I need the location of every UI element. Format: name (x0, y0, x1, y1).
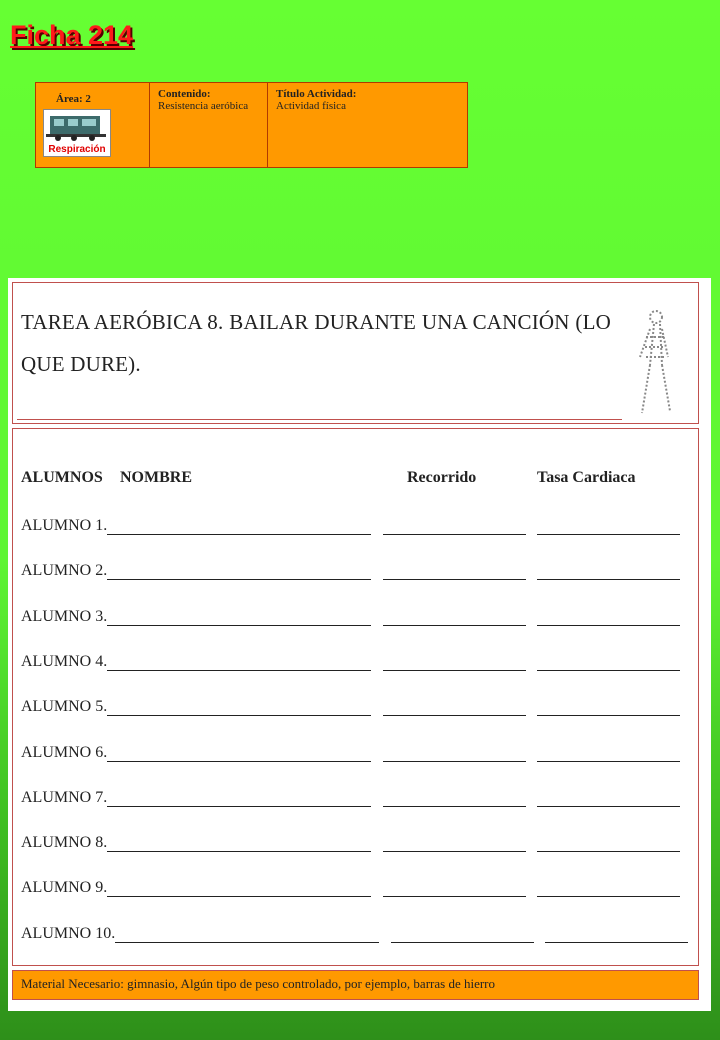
titulo-label: Título Actividad: (276, 88, 357, 100)
student-row (21, 830, 691, 854)
tasa-cardiaca-blank[interactable] (537, 715, 680, 716)
recorrido-blank[interactable] (383, 851, 526, 852)
name-blank[interactable] (107, 896, 371, 897)
area-label: Área: 2 (56, 93, 91, 105)
student-row (21, 513, 691, 537)
worksheet (8, 278, 711, 1011)
tasa-cardiaca-blank[interactable] (545, 942, 688, 943)
material-footer: Material Necesario: gimnasio, Algún tipo de peso controlado, por ejemplo, barras de hierro (12, 970, 699, 1000)
area-badge-label: Respiración (48, 144, 106, 155)
tasa-cardiaca-blank[interactable] (537, 806, 680, 807)
student-label: ALUMNO 8. (21, 834, 108, 852)
student-label: ALUMNO 6. (21, 743, 108, 761)
student-label: ALUMNO 3. (21, 607, 108, 625)
recorrido-blank[interactable] (383, 534, 526, 535)
recorrido-blank[interactable] (383, 715, 526, 716)
student-label: ALUMNO 2. (21, 562, 108, 580)
student-row (21, 921, 691, 945)
recorrido-blank[interactable] (383, 625, 526, 626)
student-label: ALUMNO 7. (21, 788, 108, 806)
respiration-logo (43, 109, 111, 157)
task-text: TAREA AERÓBICA 8. BAILAR DURANTE UNA CANCIÓN (LO QUE DURE). (21, 310, 611, 376)
name-blank[interactable] (115, 942, 379, 943)
column-nombre: NOMBRE (120, 469, 192, 486)
recorrido-blank[interactable] (391, 942, 534, 943)
student-row (21, 785, 691, 809)
tasa-cardiaca-blank[interactable] (537, 896, 680, 897)
student-label: ALUMNO 9. (21, 879, 108, 897)
column-recorrido: Recorrido (407, 469, 477, 486)
name-blank[interactable] (107, 761, 371, 762)
name-blank[interactable] (107, 625, 371, 626)
recorrido-blank[interactable] (383, 579, 526, 580)
student-row (21, 558, 691, 582)
student-label: ALUMNO 4. (21, 652, 108, 670)
area-cell (36, 83, 150, 167)
column-tasa-cardiaca: Tasa Cardiaca (537, 469, 636, 486)
tasa-cardiaca-blank[interactable] (537, 761, 680, 762)
task-box (12, 282, 699, 424)
contenido-label: Contenido: (158, 88, 211, 100)
student-label: ALUMNO 5. (21, 698, 108, 716)
student-label: ALUMNO 10. (21, 924, 116, 942)
name-blank[interactable] (107, 806, 371, 807)
tasa-cardiaca-blank[interactable] (537, 625, 680, 626)
walking-figure-icon (630, 307, 680, 419)
page-title: Ficha 214 (10, 20, 134, 50)
titulo-value: Actividad física (276, 100, 346, 112)
tasa-cardiaca-blank[interactable] (537, 579, 680, 580)
name-blank[interactable] (107, 715, 371, 716)
recorrido-blank[interactable] (383, 806, 526, 807)
train-icon (44, 110, 110, 142)
name-blank[interactable] (107, 851, 371, 852)
activity-header (35, 82, 468, 168)
recorrido-blank[interactable] (383, 896, 526, 897)
contenido-cell (150, 83, 268, 167)
name-blank[interactable] (107, 579, 371, 580)
name-blank[interactable] (107, 534, 371, 535)
contenido-value: Resistencia aeróbica (158, 100, 249, 112)
student-label: ALUMNO 1. (21, 517, 108, 534)
titulo-cell (268, 83, 467, 167)
student-row (21, 649, 691, 673)
tasa-cardiaca-blank[interactable] (537, 670, 680, 671)
recorrido-blank[interactable] (383, 761, 526, 762)
tasa-cardiaca-blank[interactable] (537, 534, 680, 535)
student-row (21, 604, 691, 628)
name-blank[interactable] (107, 670, 371, 671)
student-row (21, 740, 691, 764)
student-row (21, 875, 691, 899)
tasa-cardiaca-blank[interactable] (537, 851, 680, 852)
students-box (12, 428, 699, 966)
student-row (21, 694, 691, 718)
recorrido-blank[interactable] (383, 670, 526, 671)
column-alumnos: ALUMNOS (21, 469, 103, 486)
task-underline (17, 419, 622, 420)
